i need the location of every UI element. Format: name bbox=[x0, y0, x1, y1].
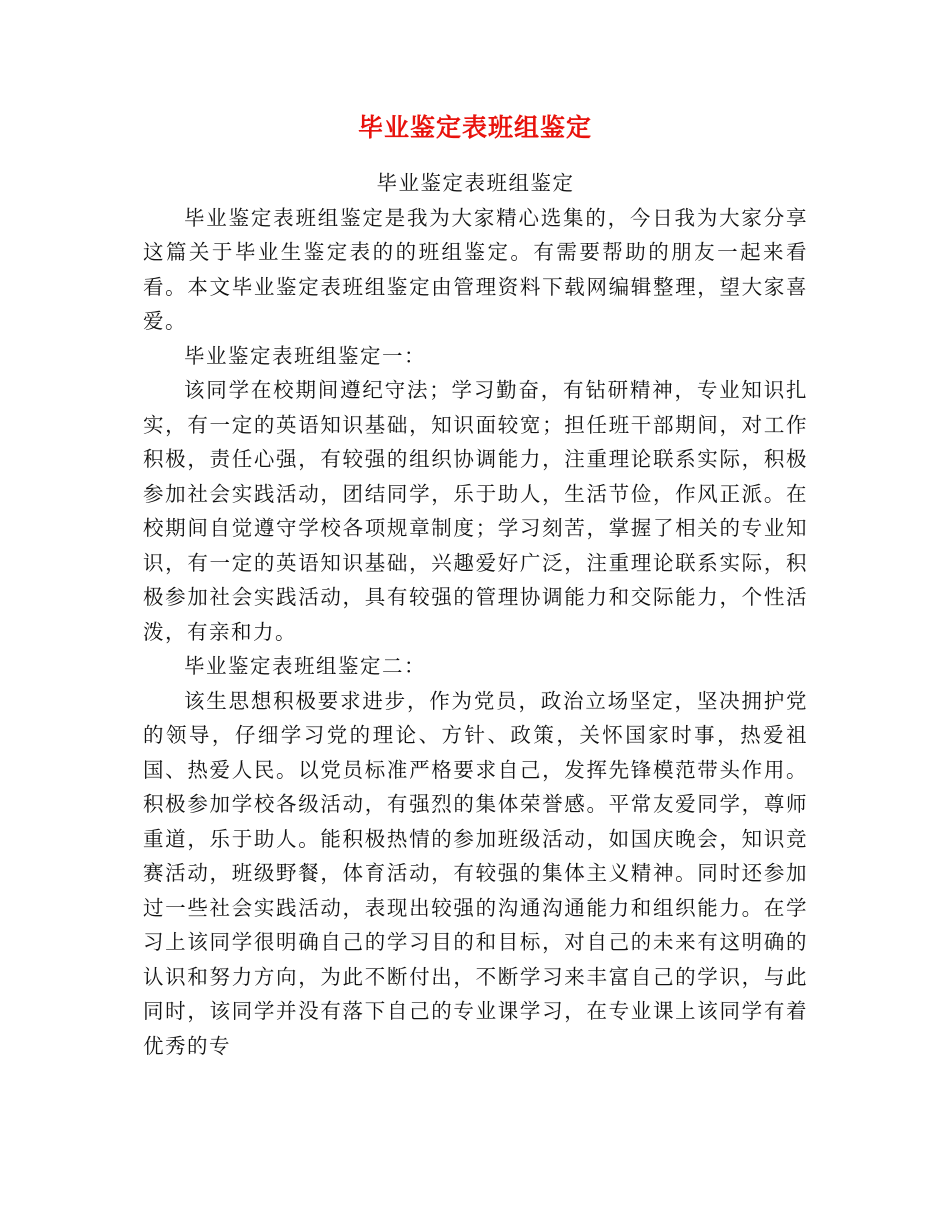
document-subtitle: 毕业鉴定表班组鉴定 bbox=[376, 171, 575, 195]
section-heading-1: 毕业鉴定表班组鉴定一： bbox=[184, 343, 426, 368]
section-heading-2: 毕业鉴定表班组鉴定二： bbox=[184, 654, 426, 678]
document-body bbox=[143, 166, 808, 1063]
intro-paragraph: 毕业鉴定表班组鉴定是我为大家精心选集的，今日我为大家分享这篇关于毕业生鉴定表的的班组鉴定。有需要帮助的朋友一起来看看。本文毕业鉴定表班组鉴定由管理资料下载网编辑整理，望大家喜爱。 bbox=[143, 205, 808, 333]
section-body-2: 该生思想积极要求进步，作为党员，政治立场坚定，坚决拥护党的领导，仔细学习党的理论、方针、政策，关怀国家时事，热爱祖国、热爱人民。以党员标准严格要求自己，发挥先锋模范带头作用。积极参加学校各级活动，有强烈的集体荣誉感。平常友爱同学，尊师重道，乐于助人。能积极热情的参加班级活动，如国庆晚会，知识竞赛活动，班级野餐，体育活动，有较强的集体主义精神。同时还参加过一些社会实践活动，表现出较强的沟通沟通能力和组织能力。在学习上该同学很明确自己的学习目的和目标，对自己的未来有这明确的认识和努力方向，为此不断付出，不断学习来丰富自己的学识，与此同时，该同学并没有落下自己的专业课学习，在专业课上该同学有着优秀的专 bbox=[143, 688, 808, 1058]
page-title: 毕业鉴定表班组鉴定 bbox=[357, 113, 592, 142]
section-body-1: 该同学在校期间遵纪守法；学习勤奋，有钻研精神，专业知识扎实，有一定的英语知识基础，知识面较宽；担任班干部期间，对工作积极，责任心强，有较强的组织协调能力，注重理论联系实际，积极参加社会实践活动，团结同学，乐于助人，生活节俭，作风正派。在校期间自觉遵守学校各项规章制度；学习刻苦，掌握了相关的专业知识，有一定的英语知识基础，兴趣爱好广泛，注重理论联系实际，积极参加社会实践活动，具有较强的管理协调能力和交际能力，个性活泼，有亲和力。 bbox=[143, 378, 808, 644]
